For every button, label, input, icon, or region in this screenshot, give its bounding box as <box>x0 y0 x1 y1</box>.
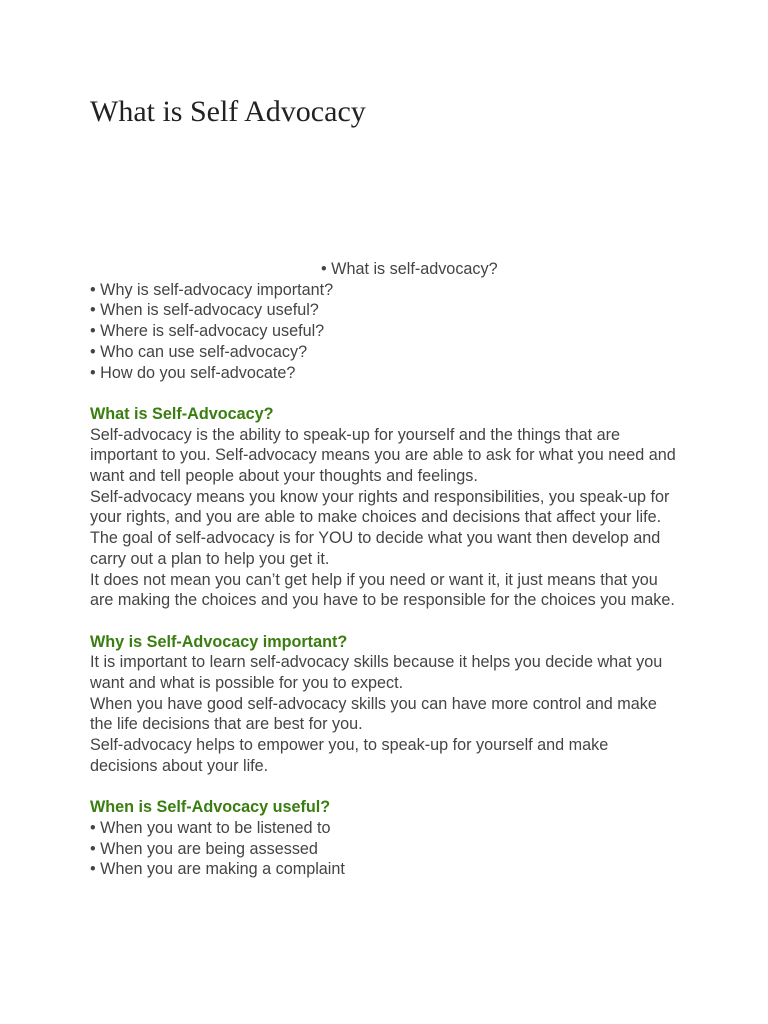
document-body <box>90 259 690 880</box>
list-item: • When you are being assessed <box>90 839 318 858</box>
section-why <box>90 632 690 777</box>
paragraph: It does not mean you can’t get help if you need or want it, it just means that you are making the choices and you have to be responsible for the choices you make. <box>90 570 675 610</box>
spacer <box>90 383 690 404</box>
paragraph: Self-advocacy is the ability to speak-up for yourself and the things that are important to you. Self-advocacy means you are able to ask for what you need and want and tell people about your thoughts and feelings. <box>90 425 676 486</box>
section-heading: What is Self-Advocacy? <box>90 404 274 423</box>
paragraph: The goal of self-advocacy is for YOU to decide what you want then develop and carry out a plan to help you get it. <box>90 529 661 568</box>
toc-item-who: • Who can use self-advocacy? <box>90 342 308 361</box>
table-of-contents <box>90 259 690 383</box>
toc-item-where: • Where is self-advocacy useful? <box>90 322 325 341</box>
toc-item-when: • When is self-advocacy useful? <box>90 301 319 320</box>
section-when <box>90 797 690 880</box>
paragraph: When you have good self-advocacy skills you can have more control and make the life decisions that are best for you. <box>90 694 657 734</box>
toc-item-how: • How do you self-advocate? <box>90 363 296 382</box>
section-heading: When is Self-Advocacy useful? <box>90 798 331 817</box>
section-heading: Why is Self-Advocacy important? <box>90 632 348 651</box>
paragraph: Self-advocacy helps to empower you, to speak-up for yourself and make decisions about your life. <box>90 736 609 775</box>
list-item: • When you want to be listened to <box>90 818 331 837</box>
list-item: • When you are making a complaint <box>90 860 345 879</box>
document-title: What is Self Advocacy <box>90 95 366 128</box>
spacer <box>90 611 690 632</box>
spacer <box>90 777 690 798</box>
section-what <box>90 404 690 611</box>
paragraph: Self-advocacy means you know your rights and responsibilities, you speak-up for your rights, and you are able to make choices and decisions that affect your life. <box>90 487 670 527</box>
toc-item-what: • What is self-advocacy? <box>321 260 498 278</box>
paragraph: It is important to learn self-advocacy skills because it helps you decide what you want and what is possible for you to expect. <box>90 653 663 693</box>
toc-item-why: • Why is self-advocacy important? <box>90 280 334 299</box>
